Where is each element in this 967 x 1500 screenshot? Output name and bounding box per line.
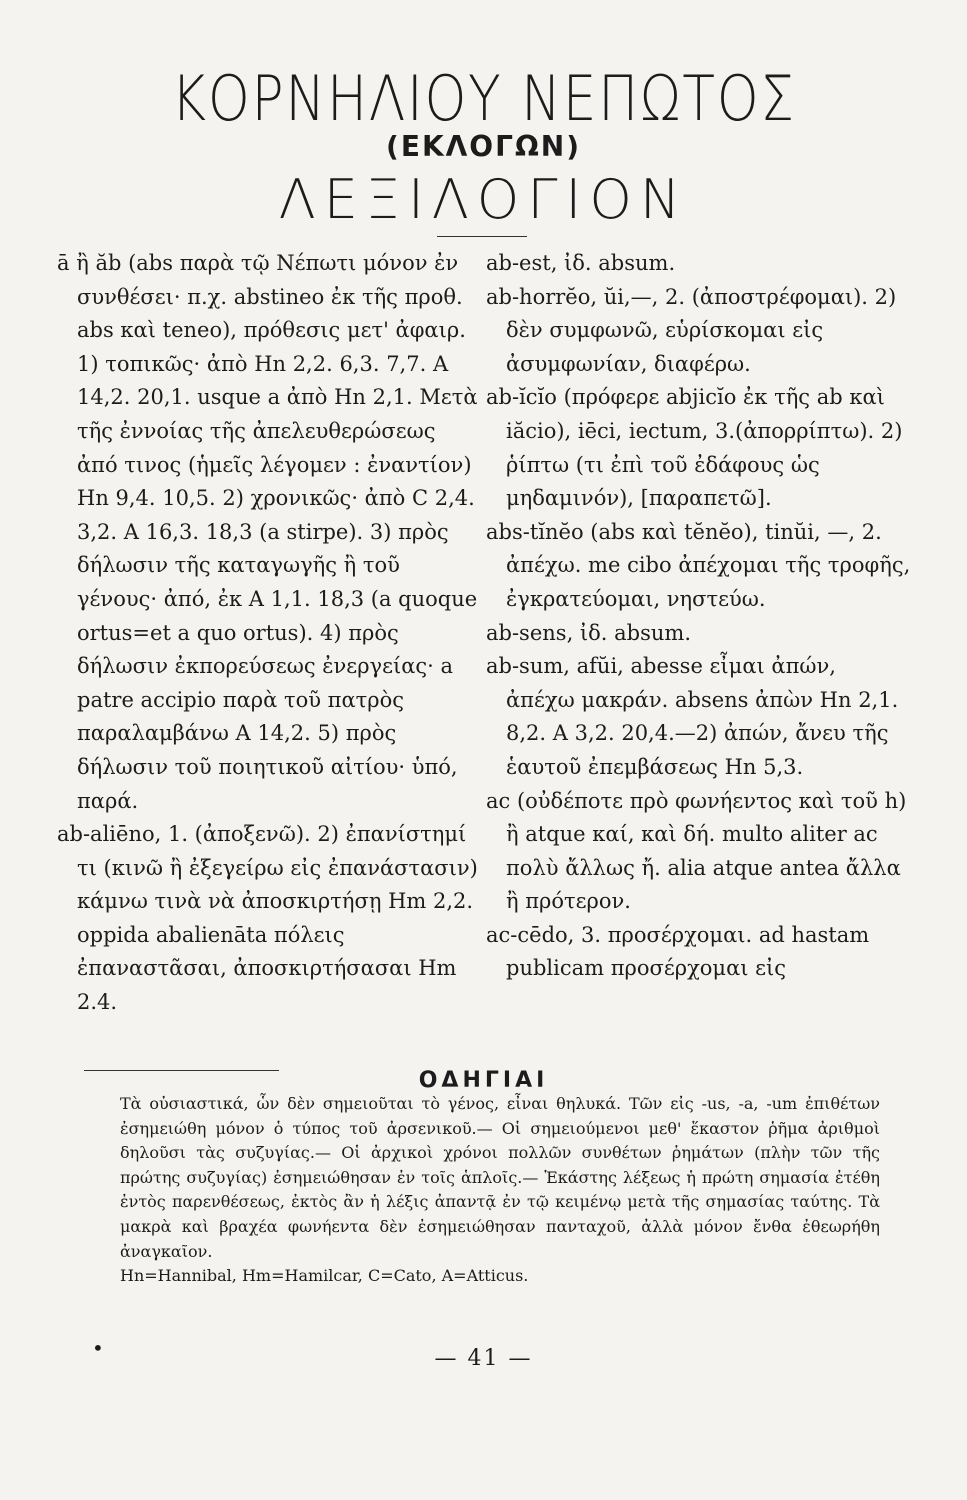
page-title: ΚΟΡΝΗΛΙΟΥ ΝΕΠΩΤΟΣ — [171, 62, 796, 135]
lexicon-entry: ab-sum, afŭi, abesse εἶμαι ἀπών, ἀπέχω μακράν. absens ἀπὼν Hn 2,1. 8,2. A 3,2. 20,4.—2) ἀπών, ἄνευ τῆς ἑαυτοῦ ἐπεμβάσεως Hn 5,3. — [486, 654, 899, 779]
lexicon-entry: ab-horrĕo, ŭi,—, 2. (ἀποστρέφομαι). 2) δὲν συμφωνῶ, εὑρίσκομαι εἰς ἀσυμφωνίαν, διαφέρω. — [486, 284, 897, 376]
page-number: — 41 — — [434, 1346, 533, 1371]
left-column — [57, 247, 482, 1020]
lexicon-entry: ab-est, ἰδ. absum. — [486, 251, 676, 275]
lexicon-entry: ab-ĭcĭo (πρόφερε abjicĭo ἐκ τῆς ab καὶ iăcio), iēci, iectum, 3.(ἀπορρίπτω). 2) ῥίπτω (τι ἐπὶ τοῦ ἐδάφους ὡς μηδαμινόν), [παραπετῶ]. — [486, 385, 903, 511]
lexicon-entry: ac-cēdo, 3. προσέρχομαι. ad hastam publicam προσέρχομαι εἰς — [486, 922, 870, 981]
lexicon-entry: ā ἢ ăb (abs παρὰ τῷ Νέπωτι μόνον ἐν συνθέσει· π.χ. abstineo ἐκ τῆς προθ. abs καὶ teneo), πρόθεσις μετ' ἀφαιρ. 1) τοπικῶς· ἀπὸ Hn 2,2. 6,3. 7,7. A 14,2. 20,1. usque a ἀπὸ Hn 2,1. Μετὰ τῆς ἐννοίας τῆς ἀπελευθερώσεως ἀπό τινος (ἡμεῖς λέγομεν : ἐναντίον) Hn 9,4. 10,5. 2) χρονικῶς· ἀπὸ C 2,4. 3,2. A 16,3. 18,3 (a stirpe). 3) πρὸς δήλωσιν τῆς καταγωγῆς ἢ τοῦ γένους· ἀπό, ἐκ A 1,1. 18,3 (a quoque ortus=et a quo ortus). 4) πρὸς δήλωσιν ἐκπορεύσεως ἐνεργείας· a patre accipio παρὰ τοῦ πατρὸς παραλαμβάνω A 14,2. 5) πρὸς δήλωσιν τοῦ ποιητικοῦ αἰτίου· ὑπό, παρά. — [57, 251, 478, 813]
page-subtitle: (ΕΚΛΟΓΩΝ) — [386, 130, 581, 163]
notes-body — [120, 1092, 880, 1289]
notes-heading: ΟΔΗΓΙΑΙ — [418, 1068, 549, 1093]
lexicon-entry: abs-tĭnĕo (abs καὶ tĕnĕo), tinŭi, —, 2. ἀπέχω. me cibo ἀπέχομαι τῆς τροφῆς, ἐγκρατεύομαι, νηστεύω. — [486, 519, 911, 611]
lexicon-entry: ab-sens, ἰδ. absum. — [486, 620, 691, 645]
lexicon-entry: ab-aliēno, 1. (ἀποξενῶ). 2) ἐπανίστημί τι (κινῶ ἢ ἐξεγείρω εἰς ἐπανάστασιν) κάμνω τινὰ νὰ ἀποσκιρτήσῃ Hm 2,2. oppida abalienāta πόλεις ἐπαναστᾶσαι, ἀποσκιρτήσασαι Hm 2.4. — [57, 822, 478, 1015]
right-column — [486, 247, 911, 986]
notes-abbreviations: Hn=Hannibal, Hm=Hamilcar, C=Cato, A=Atticus. — [120, 1266, 529, 1286]
lexicon-heading: ΛΕΞΙΛΟΓΙΟΝ — [278, 168, 689, 231]
lexicon-entry: ac (οὐδέποτε πρὸ φωνήεντος καὶ τοῦ h) ἢ atque καί, καὶ δή. multo aliter ac πολὺ ἄλλως ἤ. alia atque antea ἄλλα ἢ πρότερον. — [486, 788, 907, 914]
notes-text: Τὰ οὐσιαστικά, ὧν δὲν σημειοῦται τὸ γένος, εἶναι θηλυκά. Τῶν εἰς -us, -a, -um ἐπιθέτων ἐσημειώθη μόνον ὁ τύπος τοῦ ἀρσενικοῦ.— Οἱ σημειούμενοι μεθ' ἕκαστον ῥῆμα ἀριθμοὶ δηλοῦσι τὰς συζυγίας.— Οἱ ἀρχικοὶ χρόνοι πολλῶν συνθέτων ῥημάτων (πλὴν τῶν τῆς πρώτης συζυγίας) ἐσημειώθησαν ἐν τοῖς ἁπλοῖς.— Ἑκάστης λέξεως ἡ πρώτη σημασία ἐτέθη ἐντὸς παρενθέσεως, ἐκτὸς ἂν ἡ λέξις ἀπαντᾷ ἐν τῷ κειμένῳ μετὰ τῆς σημασίας ταύτης. Τὰ μακρὰ καὶ βραχέα φωνήεντα δὲν ἐσημειώθησαν πανταχοῦ, ἀλλὰ μόνον ἔνθα ἐθεωρήθη ἀναγκαῖον. — [120, 1094, 880, 1261]
title-divider — [437, 236, 527, 237]
bullet-mark: • — [92, 1336, 104, 1360]
